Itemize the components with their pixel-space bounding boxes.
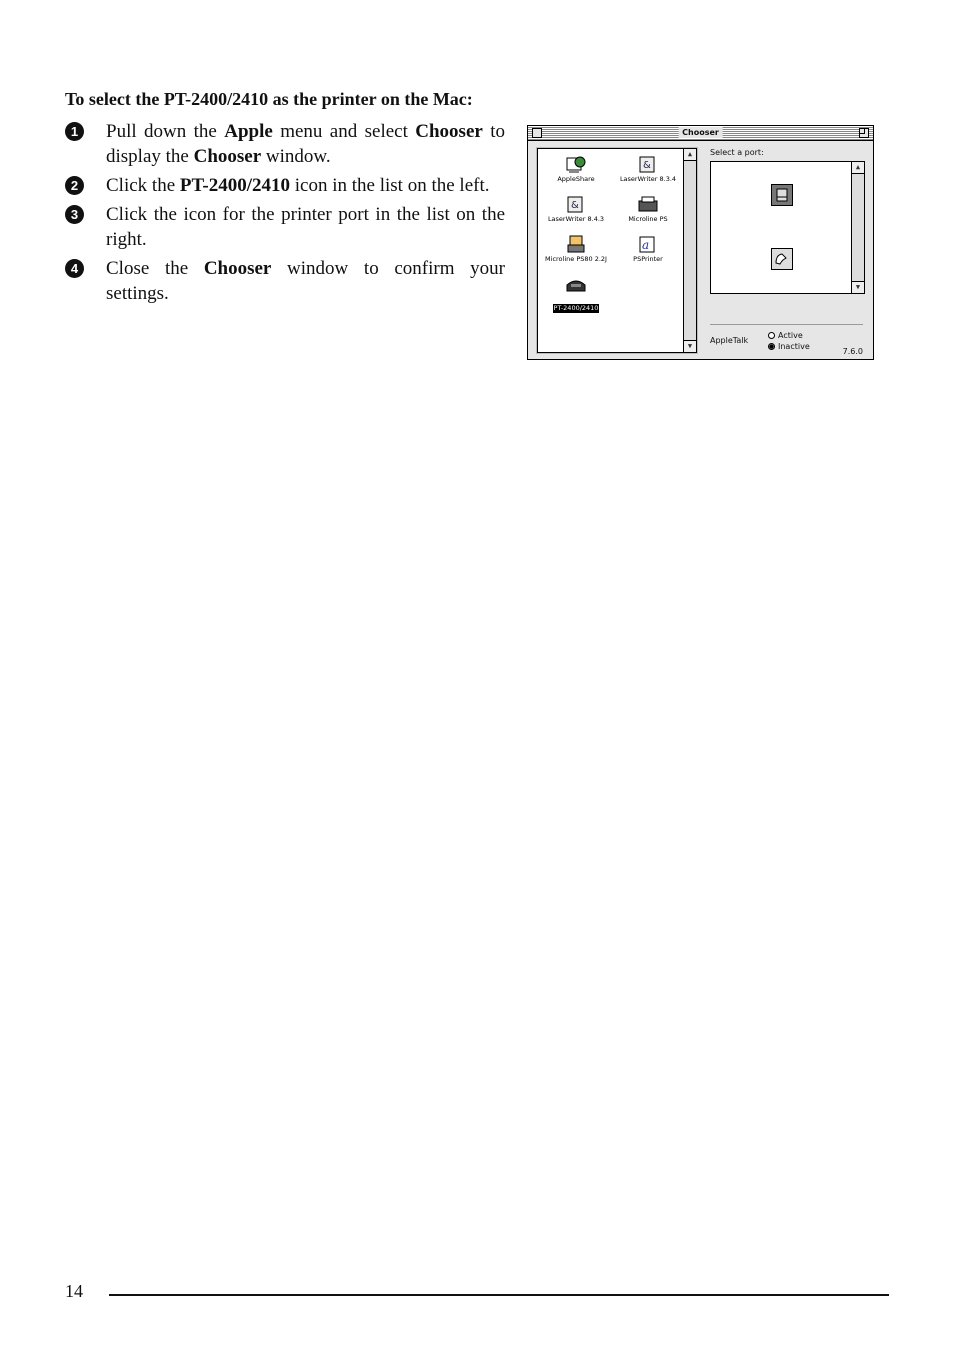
driver-microline-ps80[interactable]: Microline PS80 2.2J [540, 235, 612, 264]
step-3: 3 Click the icon for the printer port in the list on the right. [65, 202, 505, 252]
appletalk-active-radio[interactable]: Active [768, 331, 803, 340]
zoom-box-icon[interactable] [859, 128, 869, 138]
port-list-label: Select a port: [710, 148, 764, 157]
window-title: Chooser [678, 127, 723, 138]
step-number: 4 [65, 259, 84, 278]
driver-laserwriter-834[interactable]: & LaserWriter 8.3.4 [612, 155, 684, 184]
step-2: 2 Click the PT-2400/2410 icon in the list on the left. [65, 173, 505, 198]
step-4: 4 Close the Chooser window to confirm your settings. [65, 256, 505, 306]
driver-pt-2400-2410[interactable]: PT-2400/2410 [540, 275, 612, 314]
label-printer-icon [565, 275, 587, 295]
microline-ps80-icon [565, 235, 587, 255]
appletalk-label: AppleTalk [710, 336, 749, 345]
scroll-up-arrow-icon[interactable]: ▲ [852, 162, 864, 174]
title-bar[interactable] [528, 126, 873, 141]
driver-appleshare[interactable]: AppleShare [540, 155, 612, 184]
laserwriter-icon [565, 195, 587, 215]
divider [710, 324, 863, 325]
radio-on-icon [768, 343, 775, 350]
page-heading: To select the PT-2400/2410 as the printer on the Mac: [65, 89, 473, 109]
driver-laserwriter-843[interactable]: & LaserWriter 8.4.3 [540, 195, 612, 224]
modem-port-icon[interactable] [771, 248, 793, 270]
close-box-icon[interactable] [532, 128, 542, 138]
port-list-scrollbar[interactable] [851, 162, 864, 293]
version-number: 7.6.0 [842, 347, 863, 356]
printer-port-icon[interactable] [771, 184, 793, 206]
laserwriter-icon [637, 155, 659, 175]
port-list [710, 161, 865, 294]
svg-text:&: & [571, 200, 579, 211]
step-number: 1 [65, 122, 84, 141]
driver-list-scrollbar[interactable] [683, 149, 696, 352]
appletalk-inactive-radio[interactable]: Inactive [768, 342, 810, 351]
step-number: 3 [65, 205, 84, 224]
page-number: 14 [65, 1281, 83, 1301]
instruction-steps [65, 119, 505, 310]
driver-list [537, 148, 697, 353]
svg-text:a: a [642, 238, 650, 252]
step-number: 2 [65, 176, 84, 195]
step-1: 1 Pull down the Apple menu and select Chooser to display the Chooser window. [65, 119, 505, 169]
footer-rule [109, 1294, 889, 1296]
microline-printer-icon [637, 195, 659, 215]
psprinter-icon [637, 235, 659, 255]
driver-psprinter[interactable]: a PSPrinter [612, 235, 684, 264]
svg-text:&: & [643, 160, 651, 171]
scroll-down-arrow-icon[interactable]: ▼ [852, 281, 864, 293]
scroll-up-arrow-icon[interactable]: ▲ [684, 149, 696, 161]
scroll-down-arrow-icon[interactable]: ▼ [684, 340, 696, 352]
chooser-window [527, 125, 874, 360]
appleshare-icon [565, 155, 587, 175]
driver-microline-ps[interactable]: Microline PS [612, 195, 684, 224]
radio-off-icon [768, 332, 775, 339]
